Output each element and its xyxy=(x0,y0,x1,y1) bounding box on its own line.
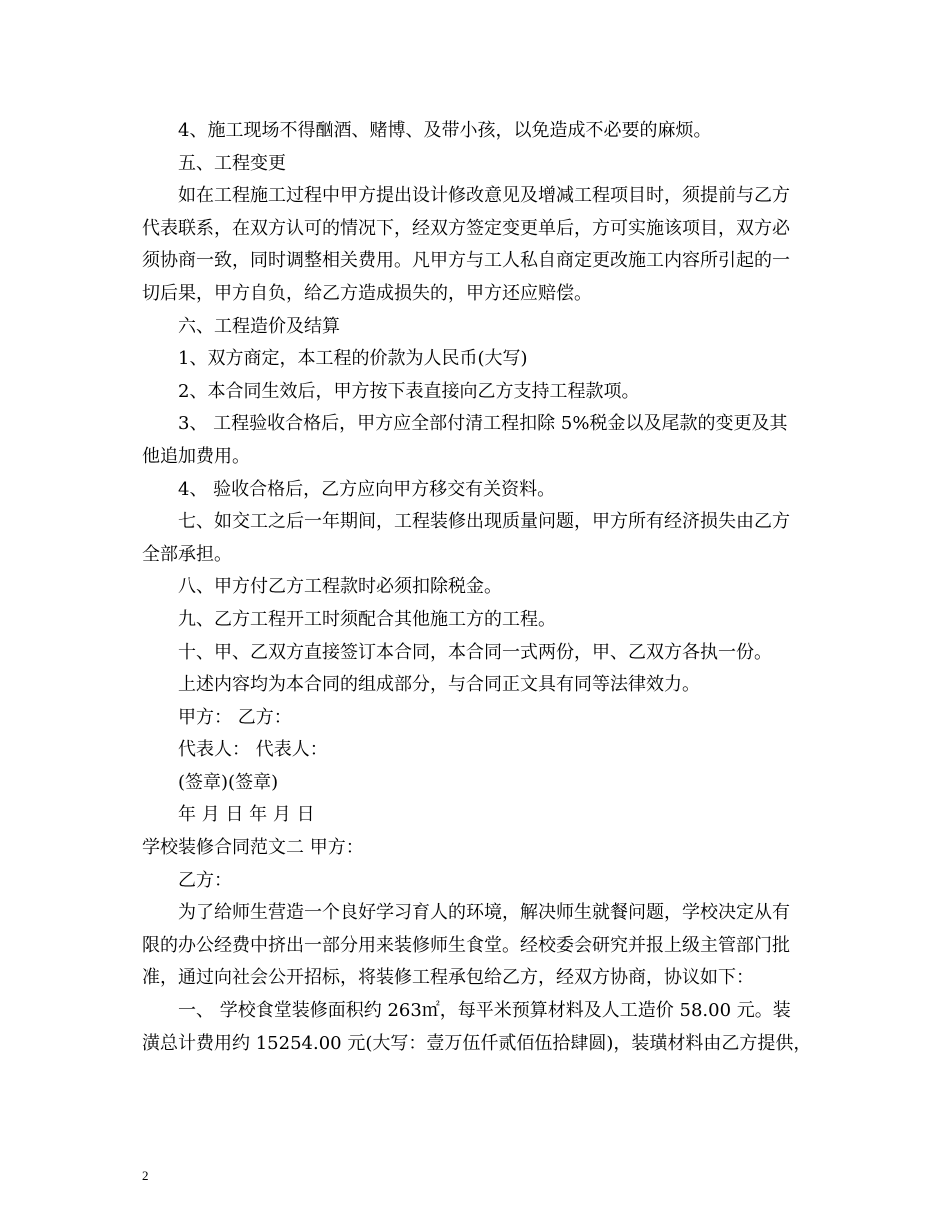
list-item: 2、本合同生效后，甲方按下表直接向乙方支持工程款项。 xyxy=(178,380,640,402)
paragraph-line: 须协商一致，同时调整相关费用。凡甲方与工人私自商定更改施工内容所引起的一 xyxy=(142,250,790,272)
paragraph-line: 他追加费用。 xyxy=(142,445,250,467)
section-heading: 五、工程变更 xyxy=(178,152,286,174)
list-item: 一、 学校食堂装修面积约 263㎡，每平米预算材料及人工造价 58.00 元。装 xyxy=(178,1000,791,1022)
paragraph-line: 如在工程施工过程中甲方提出设计修改意见及增减工程项目时，须提前与乙方 xyxy=(178,185,790,207)
paragraph-line: 上述内容均为本合同的组成部分，与合同正文具有同等法律效力。 xyxy=(178,674,700,696)
party-line: 乙方： xyxy=(178,869,232,891)
signature-line: 甲方： 乙方： xyxy=(178,706,292,728)
section-heading: 九、乙方工程开工时须配合其他施工方的工程。 xyxy=(178,608,556,630)
paragraph-line: 切后果，甲方自负，给乙方造成损失的，甲方还应赔偿。 xyxy=(142,282,592,304)
section-heading: 六、工程造价及结算 xyxy=(178,315,340,337)
contract-title-line: 学校装修合同范文二 甲方： xyxy=(142,837,364,859)
list-item: 1、双方商定，本工程的价款为人民币(大写) xyxy=(178,348,528,370)
paragraph-line: 准，通过向社会公开招标，将装修工程承包给乙方，经双方协商，协议如下： xyxy=(142,967,754,989)
paragraph-line: 全部承担。 xyxy=(142,543,232,565)
paragraph-line: 潢总计费用约 15254.00 元(大写：壹万伍仟贰佰伍拾肆圆)，装璜材料由乙方提供， xyxy=(142,1032,812,1054)
list-item: 3、 工程验收合格后，甲方应全部付清工程扣除 5%税金以及尾款的变更及其 xyxy=(178,413,788,435)
page-number: 2 xyxy=(142,1168,149,1183)
list-item: 4、 验收合格后，乙方应向甲方移交有关资料。 xyxy=(178,478,556,500)
date-line: 年 月 日 年 月 日 xyxy=(178,804,315,826)
signature-line: 代表人： 代表人： xyxy=(178,739,328,761)
section-heading: 八、甲方付乙方工程款时必须扣除税金。 xyxy=(178,576,502,598)
list-item: 4、施工现场不得酗酒、赌博、及带小孩，以免造成不必要的麻烦。 xyxy=(178,120,712,141)
paragraph-line: 为了给师生营造一个良好学习育人的环境，解决师生就餐问题，学校决定从有 xyxy=(178,902,790,924)
paragraph-line: 限的办公经费中挤出一部分用来装修师生食堂。经校委会研究并报上级主管部门批 xyxy=(142,934,790,956)
signature-line: (签章)(签章) xyxy=(178,771,279,793)
section-heading: 十、甲、乙双方直接签订本合同，本合同一式两份，甲、乙双方各执一份。 xyxy=(178,641,772,663)
paragraph-line: 代表联系，在双方认可的情况下，经双方签定变更单后，方可实施该项目，双方必 xyxy=(142,217,790,239)
document-body xyxy=(142,115,822,1060)
section-heading: 七、如交工之后一年期间，工程装修出现质量问题，甲方所有经济损失由乙方 xyxy=(178,511,790,533)
